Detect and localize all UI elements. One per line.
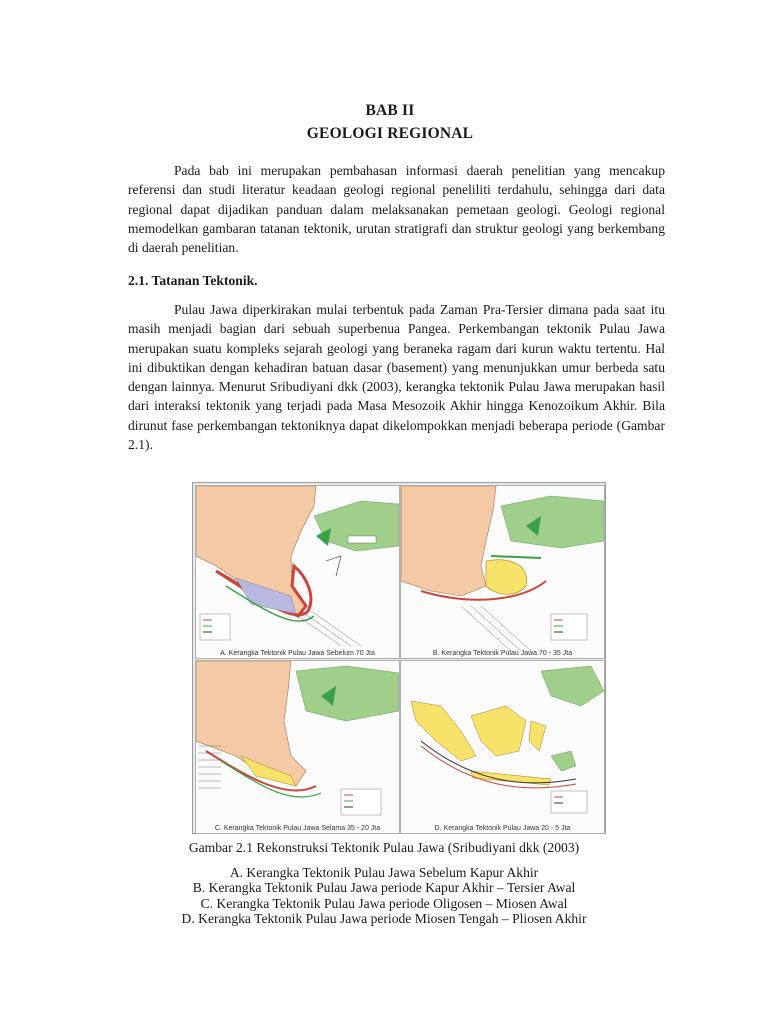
panel-label-a: A. Kerangka Tektonik Pulau Jawa Sebelum 70 Jta bbox=[220, 650, 375, 657]
figure-panel-a bbox=[195, 485, 400, 659]
figure-caption: Gambar 2.1 Rekonstruksi Tektonik Pulau Jawa (Sribudiyani dkk (2003) bbox=[188, 840, 580, 855]
figure-panel-b bbox=[400, 485, 605, 659]
panel-label-d: D. Kerangka Tektonik Pulau Jawa 20 - 5 Jta bbox=[434, 825, 571, 832]
figure-panel-c bbox=[195, 660, 400, 834]
caption-item-b: B. Kerangka Tektonik Pulau Jawa periode Kapur Akhir – Tersier Awal bbox=[192, 880, 576, 895]
chapter-number: BAB II bbox=[365, 102, 415, 119]
figure-panel-d bbox=[400, 660, 605, 834]
section-paragraph: Pulau Jawa diperkirakan mulai terbentuk pada Zaman Pra-Tersier dimana pada saat itu masih menjadi bagian dari sebuah superbenua Pangea. Perkembangan tektonik Pulau Jawa merupakan suatu kompleks sejarah geologi yang beraneka ragam dari kurun waktu tertentu. Hal ini dibuktikan dengan kehadiran batuan dasar (basement) yang menunjukkan umur berbeda satu dengan lainnya. Menurut Sribudiyani dkk (2003), kerangka tektonik Pulau Jawa merupakan hasil dari interaksi tektonik yang terjadi pada Masa Mesozoik Akhir hingga Kenozoikum Akhir. Bila dirunut fase perkembangan tektoniknya dapat dikelompokkan menjadi beberapa periode (Gambar 2.1). bbox=[128, 302, 665, 453]
tectonic-map-d bbox=[401, 661, 604, 833]
panel-label-b: B. Kerangka Tektonik Pulau Jawa 70 - 35 Jta bbox=[432, 650, 573, 657]
panel-label-c: C. Kerangka Tektonik Pulau Jawa Selama 35 - 20 Jta bbox=[214, 825, 381, 832]
caption-item-c: C. Kerangka Tektonik Pulau Jawa periode Oligosen – Miosen Awal bbox=[200, 896, 568, 911]
tectonic-figure bbox=[192, 482, 606, 834]
section-heading: 2.1. Tatanan Tektonik. bbox=[128, 273, 258, 288]
caption-item-a: A. Kerangka Tektonik Pulau Jawa Sebelum Kapur Akhir bbox=[229, 865, 539, 880]
intro-paragraph: Pada bab ini merupakan pembahasan informasi daerah penelitian yang mencakup referensi dan studi literatur keadaan geologi regional peneliliti terdahulu, sehingga dari data regional dapat dijadikan panduan dalam melaksanakan pemetaan geologi. Geologi regional memodelkan gambaran tatanan tektonik, urutan stratigrafi dan struktur geologi yang berkembang di daerah penelitian. bbox=[128, 163, 665, 256]
chapter-title: GEOLOGI REGIONAL bbox=[306, 125, 474, 142]
caption-item-d: D. Kerangka Tektonik Pulau Jawa periode Miosen Tengah – Pliosen Akhir bbox=[181, 911, 587, 926]
tectonic-map-b bbox=[401, 486, 604, 658]
tectonic-map-a bbox=[196, 486, 399, 658]
tectonic-map-c bbox=[196, 661, 399, 833]
